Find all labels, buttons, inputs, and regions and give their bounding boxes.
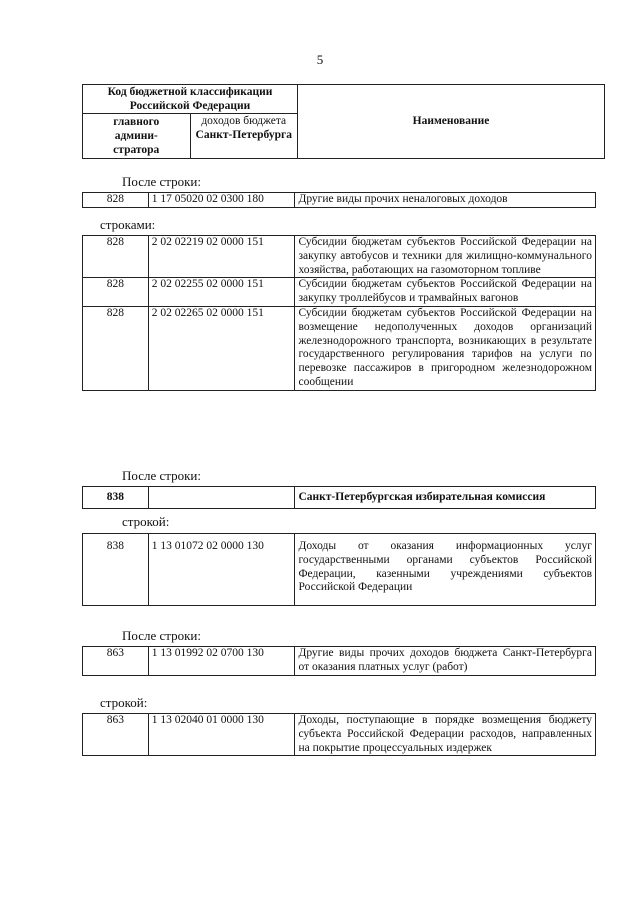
section3-rows-table — [82, 713, 596, 756]
admin-cell: 828 — [83, 278, 149, 307]
code-cell: 2 02 02255 02 0000 151 — [148, 278, 295, 307]
admin-cell: 828 — [83, 306, 149, 390]
header-admin-line2: админи- — [114, 130, 158, 142]
header-income-line2: Санкт-Петербурга — [195, 129, 292, 141]
section1-rows-table — [82, 235, 596, 391]
code-cell: 1 13 01992 02 0700 130 — [148, 647, 295, 676]
name-cell: Доходы, поступающие в порядке возмещения бюджету субъекта Российской Федерации расходов, направленных на покрытие процессуальных издержек — [295, 714, 596, 756]
table-row — [83, 236, 596, 278]
code-cell: 2 02 02219 02 0000 151 — [148, 236, 295, 278]
header-income-line1: доходов бюджета — [201, 115, 287, 127]
table-row — [83, 487, 596, 509]
header-admin-line1: главного — [113, 116, 160, 128]
admin-cell: 838 — [83, 534, 149, 606]
name-cell: Доходы от оказания информационных услуг государственными органами субъектов Российской Федерации, казенными учреждениями субъектов Российской Федерации — [295, 534, 596, 606]
section1-after-table — [82, 192, 596, 208]
table-row — [83, 306, 596, 390]
page-number: 5 — [316, 52, 324, 67]
header-income-cell — [190, 114, 298, 159]
header-code-cell — [83, 85, 298, 114]
table-row — [83, 714, 596, 756]
header-code-line2: Российской Федерации — [129, 100, 251, 112]
admin-cell: 838 — [83, 487, 149, 509]
code-cell: 1 13 02040 01 0000 130 — [148, 714, 295, 756]
name-cell: Санкт-Петербургская избирательная комиссия — [295, 487, 596, 509]
code-cell — [148, 487, 295, 509]
section3-with-label: строкой: — [100, 695, 148, 710]
code-cell: 2 02 02265 02 0000 151 — [148, 306, 295, 390]
header-name: Наименование — [412, 114, 490, 127]
name-cell: Другие виды прочих неналоговых доходов — [295, 193, 596, 208]
admin-cell: 863 — [83, 647, 149, 676]
code-cell: 1 13 01072 02 0000 130 — [148, 534, 295, 606]
name-cell: Другие виды прочих доходов бюджета Санкт-Петербурга от оказания платных услуг (работ) — [295, 647, 596, 676]
admin-cell: 828 — [83, 193, 149, 208]
admin-cell: 828 — [83, 236, 149, 278]
name-cell: Субсидии бюджетам субъектов Российской Федерации на закупку автобусов и техники для жилищно-коммунального хозяйства, работающих на газомоторном топливе — [295, 236, 596, 278]
name-cell: Субсидии бюджетам субъектов Российской Федерации на возмещение недополученных доходов организаций железнодорожного транспорта, возникающих в результате государственного регулирования тарифов на услуги по перевозке пассажиров в пригородном железнодорожном сообщении — [295, 306, 596, 390]
table-row — [83, 193, 596, 208]
admin-cell: 863 — [83, 714, 149, 756]
section2-after-table — [82, 486, 596, 509]
header-admin-line3: стратора — [113, 144, 160, 156]
section1-after-label: После строки: — [122, 174, 201, 189]
section2-after-label: После строки: — [122, 468, 201, 483]
section1-with-label: строками: — [100, 217, 156, 232]
code-cell: 1 17 05020 02 0300 180 — [148, 193, 295, 208]
table-row — [83, 534, 596, 606]
name-cell: Субсидии бюджетам субъектов Российской Федерации на закупку троллейбусов и трамвайных вагонов — [295, 278, 596, 307]
table-row — [83, 647, 596, 676]
header-name-cell — [298, 85, 605, 159]
section2-rows-table — [82, 533, 596, 606]
header-admin-cell — [83, 114, 191, 159]
section3-after-table — [82, 646, 596, 676]
section2-with-label: строкой: — [122, 514, 170, 529]
header-code-line1: Код бюджетной классификации — [107, 86, 273, 98]
section3-after-label: После строки: — [122, 628, 201, 643]
header-table — [82, 84, 605, 159]
table-row — [83, 278, 596, 307]
